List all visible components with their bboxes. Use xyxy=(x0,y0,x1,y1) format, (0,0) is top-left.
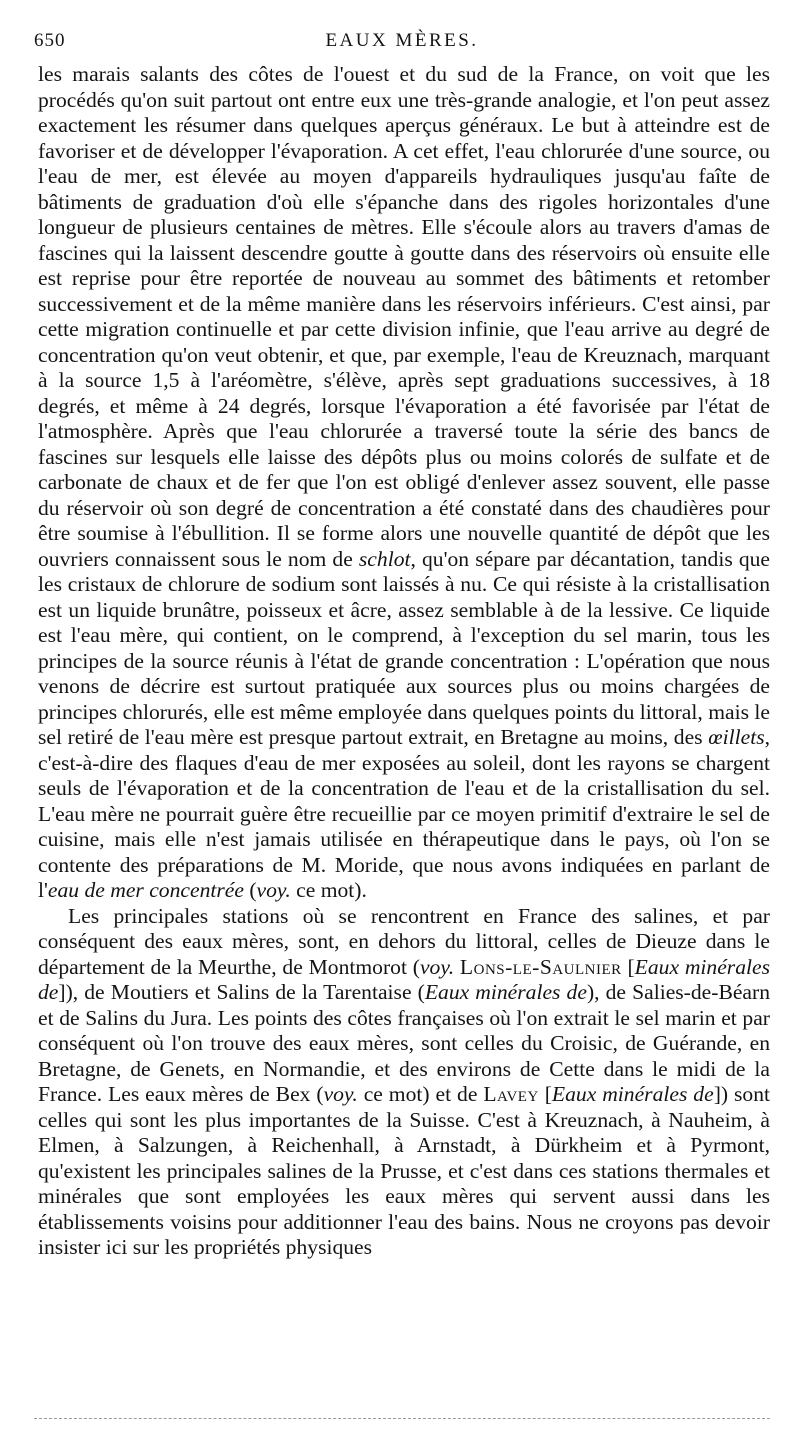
text-run: ]) sont celles qui sont les plus importantes de la Suisse. C'est à Kreuznach, à Nauheim, à Elmen, à Salzungen, à Reichenhall, à Arnstadt, à Dürkheim et à Pyrmont, qu'existent les principales salines de la Prusse, et c'est dans ces stations thermales et minérales que sont employées les eaux mères qui servent aussi dans les établissements voisins pour additionner l'eau des bains. Nous ne croyons pas devoir insister ici sur les propriétés physiques xyxy=(38,1082,770,1259)
running-title: EAUX MÈRES. xyxy=(325,30,479,51)
text-run: , c'est-à-dire des flaques d'eau de mer exposées au soleil, dont les rayons se chargent seuls de l'évaporation et de la concentration de l'eau et de la cristallisation du sel. L'eau mère ne pourrait guère être recueillie par ce moyen primitif d'extraire le sel de cuisine, mais elle n'est jamais utilisée en thérapeutique dans le pays, où l'on se contente des préparations de M. Moride, que nous avons indiquées en parlant de l' xyxy=(38,725,770,902)
page-header xyxy=(34,30,770,60)
text-run: , qu'on sépare par décantation, tandis que les cristaux de chlorure de sodium sont laissés à nu. Ce qui résiste à la cristallisation est un liquide brunâtre, poisseux et âcre, assez semblable à de la lessive. Ce liquide est l'eau mère, qui contient, on le comprend, à l'exception du sel marin, tous les principes de la source réunis à l'état de grande concentration : L'opération que nous venons de décrire est surtout pratiquée aux sources plus ou moins chargées de principes chlorurés, elle est même employée dans quelques points du littoral, mais le sel retiré de l'eau mère est presque partout extrait, en Bretagne au moins, des xyxy=(38,546,771,749)
italic-text: voy. xyxy=(256,878,291,902)
italic-text: œillets xyxy=(708,725,765,749)
text-run: ]), de Moutiers et Salins de la Tarentaise ( xyxy=(58,980,425,1004)
paragraph xyxy=(38,62,770,904)
paragraph xyxy=(38,904,770,1261)
italic-text: schlot xyxy=(358,546,411,571)
text-run: ce mot) et de xyxy=(357,1082,484,1106)
italic-text: Eaux minérales de xyxy=(424,980,587,1004)
text-run: ), de Salies-de-Béarn et de Salins du Jura. Les points des côtes françaises où l'on extrait le sel marin et par conséquent où l'on trouve des eaux mères, sont celles du Croisic, de Guérande, en Bretagne, de Genets, en Normandie, et des environs de Cette dans le midi de la France. Les eaux mères de Bex ( xyxy=(38,980,770,1106)
italic-text: eau de mer concentrée xyxy=(47,878,244,902)
italic-text: voy. xyxy=(419,954,455,979)
italic-text: Eaux minérales de xyxy=(38,954,770,1004)
text-run: [ xyxy=(621,954,635,979)
footer-rule xyxy=(34,1418,770,1419)
smallcaps-text: Lavey xyxy=(483,1082,539,1106)
italic-text: voy. xyxy=(323,1082,358,1106)
text-run: Les principales stations où se rencontrent en France des salines, et par conséquent des eaux mères, sont, en dehors du littoral, celles de Dieuze dans le département de la Meurthe, de Montmorot ( xyxy=(38,903,770,979)
italic-text: Eaux minérales de xyxy=(551,1082,714,1106)
page-number: 650 xyxy=(34,30,66,51)
text-run: les marais salants des côtes de l'ouest et du sud de la France, on voit que les procédés qu'on suit partout ont entre eux une très-grande analogie, et l'on peut assez exactement les résumer dans quelques aperçus généraux. Le but à atteindre est de favoriser et de développer l'évaporation. A cet effet, l'eau chlorurée d'une source, ou l'eau de mer, est élevée au moyen d'appareils hydrauliques jusqu'au faîte de bâtiments de graduation d'où elle s'épanche dans des rigoles horizontales d'une longueur de plusieurs centaines de mètres. Elle s'écoule alors au travers d'amas de fascines qui la laissent descendre goutte à goutte dans des réservoirs où ensuite elle est reprise pour être reportée de nouveau au sommet des bâtiments et retomber successivement et de la même manière dans les réservoirs inférieurs. C'est ainsi, par cette migration continuelle et par cette division infinie, que l'eau arrive au degré de concentration qu'on veut obtenir, et que, par exemple, l'eau de Kreuznach, marquant à la source 1,5 à l'aréomètre, s'élève, après sept graduations successives, à 18 degrés, et même à 24 degrés, lorsque l'évaporation a été favorisée par l'état de l'atmosphère. Après que l'eau chlorurée a traversé toute la série des bancs de fascines sur lesquels elle laisse des dépôts plus ou moins colorés de sulfate et de carbonate de chaux et de fer que l'on est obligé d'enlever assez souvent, elle passe du réservoir où son degré de concentration a été constaté dans des chaudières pour être soumise à l'ébullition. Il se forme alors une nouvelle quantité de dépôt que les ouvriers connaissent sous le nom de xyxy=(38,62,770,571)
text-run: ce mot). xyxy=(290,878,367,902)
body-text xyxy=(38,62,770,1261)
smallcaps-text: Lons-le-Saulnier xyxy=(459,954,622,979)
text-run: [ xyxy=(538,1082,552,1106)
text-run: ( xyxy=(243,878,257,902)
